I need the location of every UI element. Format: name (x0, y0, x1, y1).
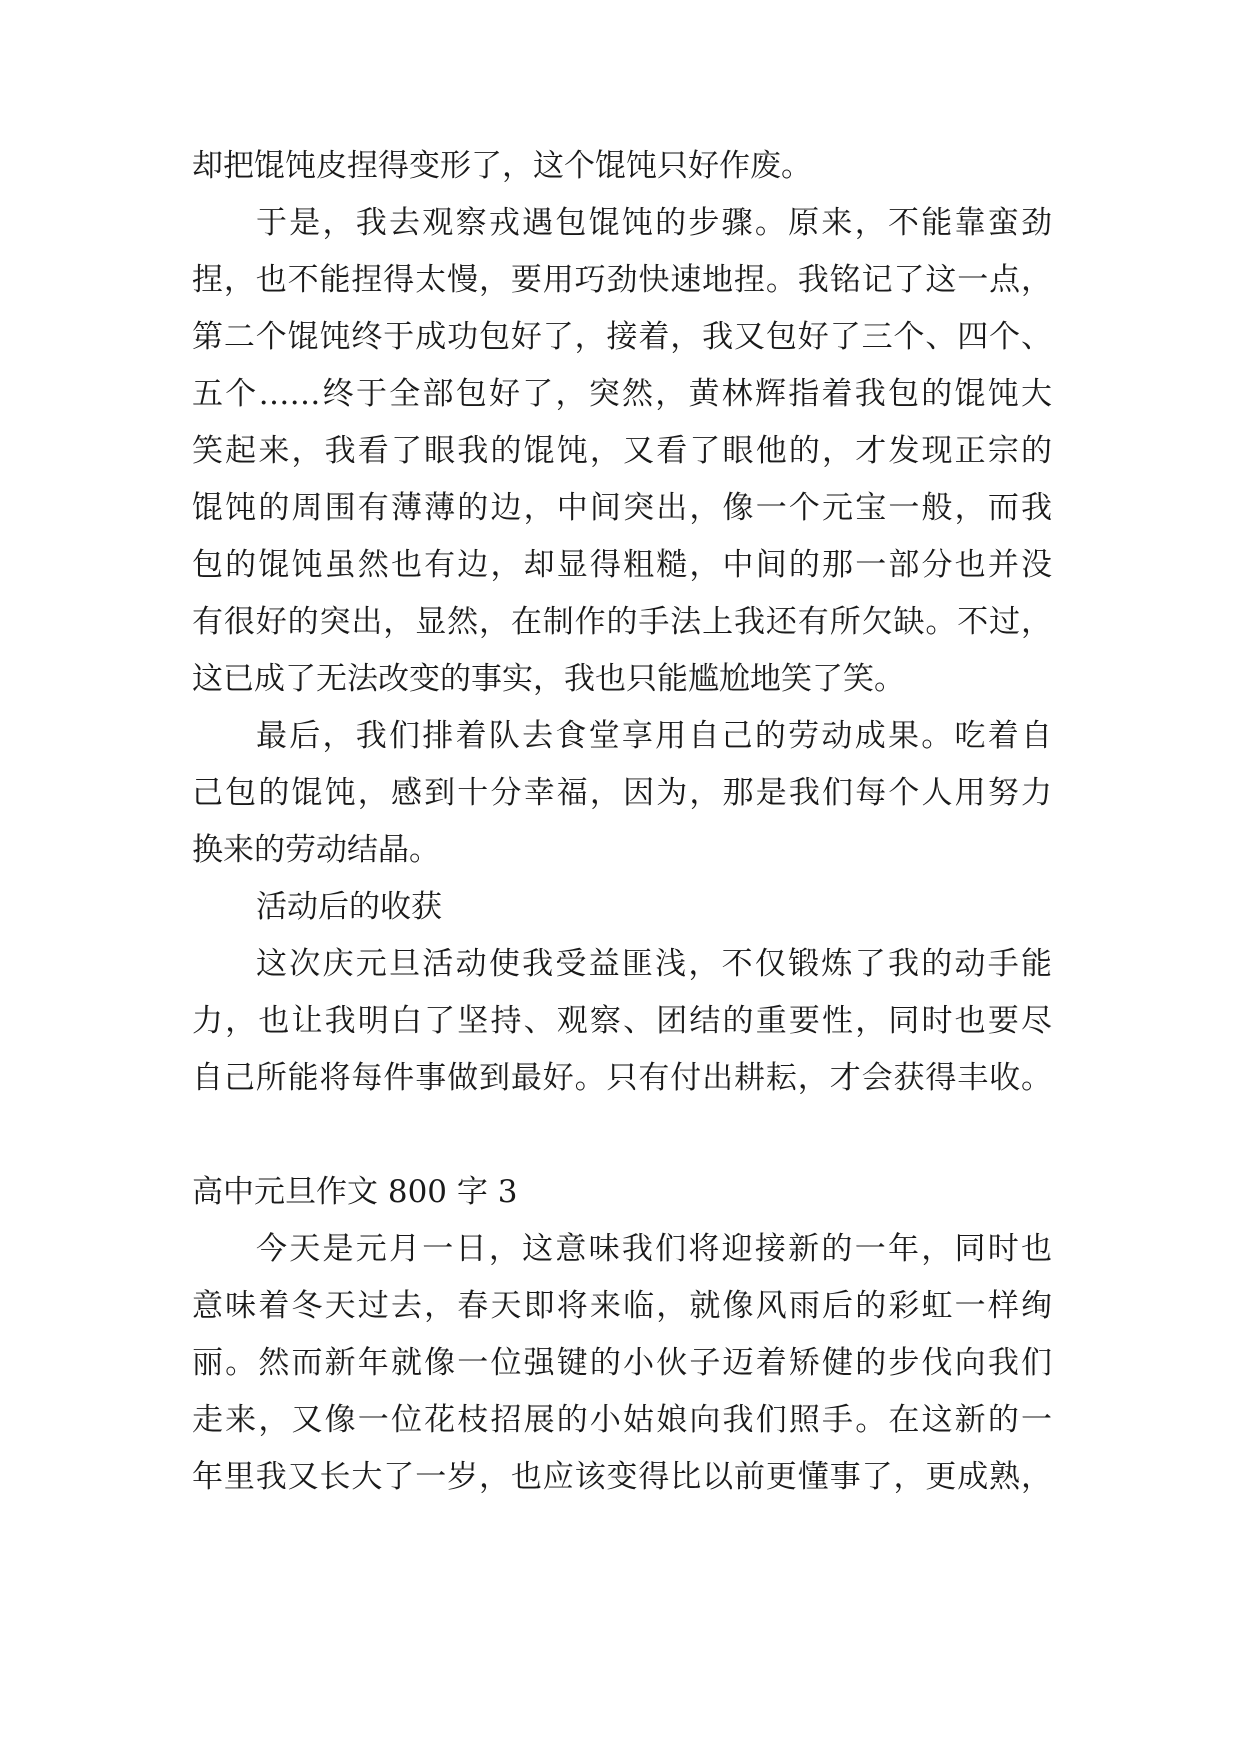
subheading-line: 活动后的收获 (256, 889, 442, 925)
paragraph-line: 意味着冬天过去，春天即将来临，就像风雨后的彩虹一样绚 (192, 1288, 1052, 1324)
paragraph-line: 有很好的突出，显然，在制作的手法上我还有所欠缺。不过， (192, 604, 1052, 640)
paragraph-line: 力，也让我明白了坚持、观察、团结的重要性，同时也要尽 (192, 1003, 1052, 1039)
paragraph-line: 年里我又长大了一岁，也应该变得比以前更懂事了，更成熟， (192, 1459, 1052, 1495)
paragraph-line: 于是，我去观察戎遇包馄饨的步骤。原来，不能靠蛮劲 (256, 205, 1052, 241)
paragraph-line: 最后，我们排着队去食堂享用自己的劳动成果。吃着自 (256, 718, 1052, 754)
paragraph-line: 丽。然而新年就像一位强键的小伙子迈着矫健的步伐向我们 (192, 1345, 1052, 1381)
paragraph-line: 走来，又像一位花枝招展的小姑娘向我们照手。在这新的一 (192, 1402, 1052, 1438)
paragraph-line: 这已成了无法改变的事实，我也只能尴尬地笑了笑。 (192, 661, 905, 697)
paragraph-line: 笑起来，我看了眼我的馄饨，又看了眼他的，才发现正宗的 (192, 433, 1052, 469)
paragraph-line: 换来的劳动结晶。 (192, 832, 440, 868)
paragraph-line: 今天是元月一日，这意味我们将迎接新的一年，同时也 (256, 1231, 1052, 1267)
paragraph-line: 这次庆元旦活动使我受益匪浅，不仅锻炼了我的动手能 (256, 946, 1052, 982)
paragraph-line: 己包的馄饨，感到十分幸福，因为，那是我们每个人用努力 (192, 775, 1052, 811)
section-title: 高中元旦作文 800 字 3 (192, 1174, 518, 1210)
paragraph-line: 馄饨的周围有薄薄的边，中间突出，像一个元宝一般，而我 (192, 490, 1052, 526)
paragraph-line: 捏，也不能捏得太慢，要用巧劲快速地捏。我铭记了这一点， (192, 262, 1052, 298)
paragraph-line: 包的馄饨虽然也有边，却显得粗糙，中间的那一部分也并没 (192, 547, 1052, 583)
paragraph-line: 五个……终于全部包好了，突然，黄林辉指着我包的馄饨大 (192, 376, 1052, 412)
paragraph-line: 第二个馄饨终于成功包好了，接着，我又包好了三个、四个、 (192, 319, 1052, 355)
paragraph-line: 却把馄饨皮捏得变形了，这个馄饨只好作废。 (192, 148, 812, 184)
paragraph-line: 自己所能将每件事做到最好。只有付出耕耘，才会获得丰收。 (192, 1060, 1052, 1096)
